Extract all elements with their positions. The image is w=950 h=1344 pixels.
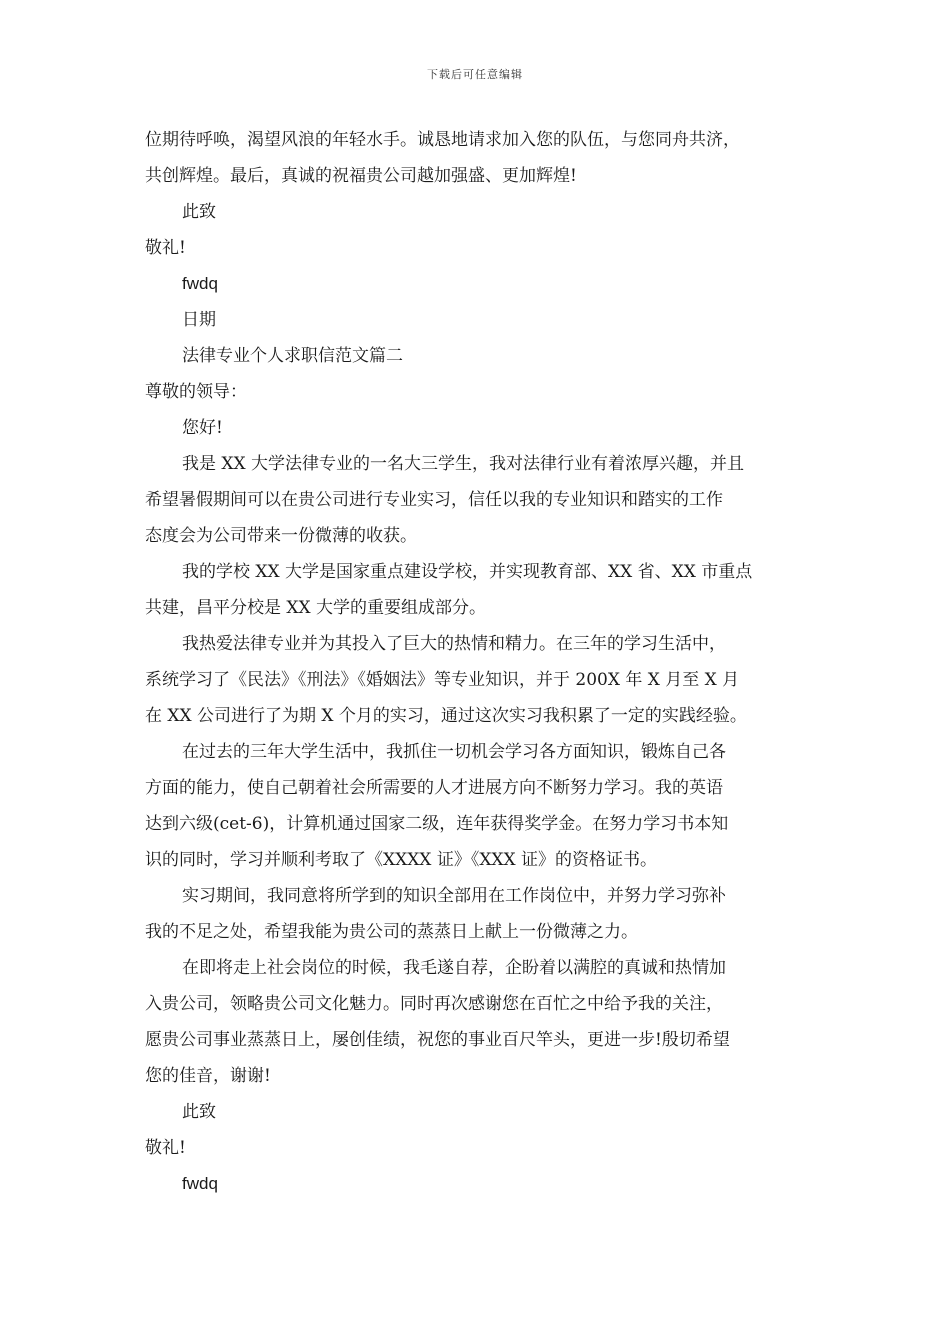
paragraph-4-line-4: 识的同时，学习并顺利考取了《XXXX 证》《XXX 证》的资格证书。 — [145, 850, 658, 870]
paragraph-4-line-2: 方面的能力，使自己朝着社会所需要的人才进展方向不断努力学习。我的英语 — [145, 778, 723, 798]
closing-phrase-2: 此致 — [182, 1102, 216, 1122]
page-header-note: 下载后可任意编辑 — [427, 68, 523, 81]
paragraph-6-line-2: 入贵公司，领略贵公司文化魅力。同时再次感谢您在百忙之中给予我的关注， — [145, 994, 723, 1014]
signature-2: fwdq — [182, 1174, 218, 1193]
paragraph-6-line-4: 您的佳音，谢谢! — [145, 1066, 271, 1086]
date-label: 日期 — [182, 310, 216, 330]
paragraph-3-line-2: 系统学习了《民法》《刑法》《婚姻法》等专业知识，并于 200X 年 X 月至 X 月 — [145, 670, 740, 690]
paragraph-1-line-3: 态度会为公司带来一份微薄的收获。 — [145, 526, 417, 546]
paragraph-6-line-3: 愿贵公司事业蒸蒸日上，屡创佳绩，祝您的事业百尺竿头，更进一步!殷切希望 — [145, 1030, 730, 1050]
closing-phrase-1: 此致 — [182, 202, 216, 222]
paragraph-5-line-2: 我的不足之处，希望我能为贵公司的蒸蒸日上献上一份微薄之力。 — [145, 922, 638, 942]
intro-tail-line-2: 共创辉煌。最后，真诚的祝福贵公司越加强盛、更加辉煌! — [145, 166, 577, 186]
paragraph-2-line-1: 我的学校 XX 大学是国家重点建设学校，并实现教育部、XX 省、XX 市重点 — [182, 562, 753, 582]
salutation-2: 敬礼! — [145, 1138, 186, 1158]
greeting: 尊敬的领导： — [145, 382, 247, 402]
paragraph-2-line-2: 共建，昌平分校是 XX 大学的重要组成部分。 — [145, 598, 487, 618]
signature-1: fwdq — [182, 274, 218, 293]
section-title: 法律专业个人求职信范文篇二 — [182, 346, 403, 366]
paragraph-3-line-3: 在 XX 公司进行了为期 X 个月的实习，通过这次实习我积累了一定的实践经验。 — [145, 706, 747, 726]
salutation-1: 敬礼! — [145, 238, 186, 258]
paragraph-5-line-1: 实习期间，我同意将所学到的知识全部用在工作岗位中，并努力学习弥补 — [182, 886, 726, 906]
letter-body — [145, 122, 810, 1202]
paragraph-4-line-1: 在过去的三年大学生活中，我抓住一切机会学习各方面知识，锻炼自己各 — [182, 742, 726, 762]
intro-tail-line-1: 位期待呼唤，渴望风浪的年轻水手。诚恳地请求加入您的队伍，与您同舟共济， — [145, 130, 740, 150]
hello-line: 您好! — [182, 418, 223, 438]
paragraph-4-line-3: 达到六级(cet-6)，计算机通过国家二级，连年获得奖学金。在努力学习书本知 — [145, 814, 729, 834]
paragraph-3-line-1: 我热爱法律专业并为其投入了巨大的热情和精力。在三年的学习生活中， — [182, 634, 726, 654]
paragraph-1-line-2: 希望暑假期间可以在贵公司进行专业实习，信任以我的专业知识和踏实的工作 — [145, 490, 723, 510]
paragraph-6-line-1: 在即将走上社会岗位的时候，我毛遂自荐，企盼着以满腔的真诚和热情加 — [182, 958, 726, 978]
paragraph-1-line-1: 我是 XX 大学法律专业的一名大三学生，我对法律行业有着浓厚兴趣，并且 — [182, 454, 745, 474]
